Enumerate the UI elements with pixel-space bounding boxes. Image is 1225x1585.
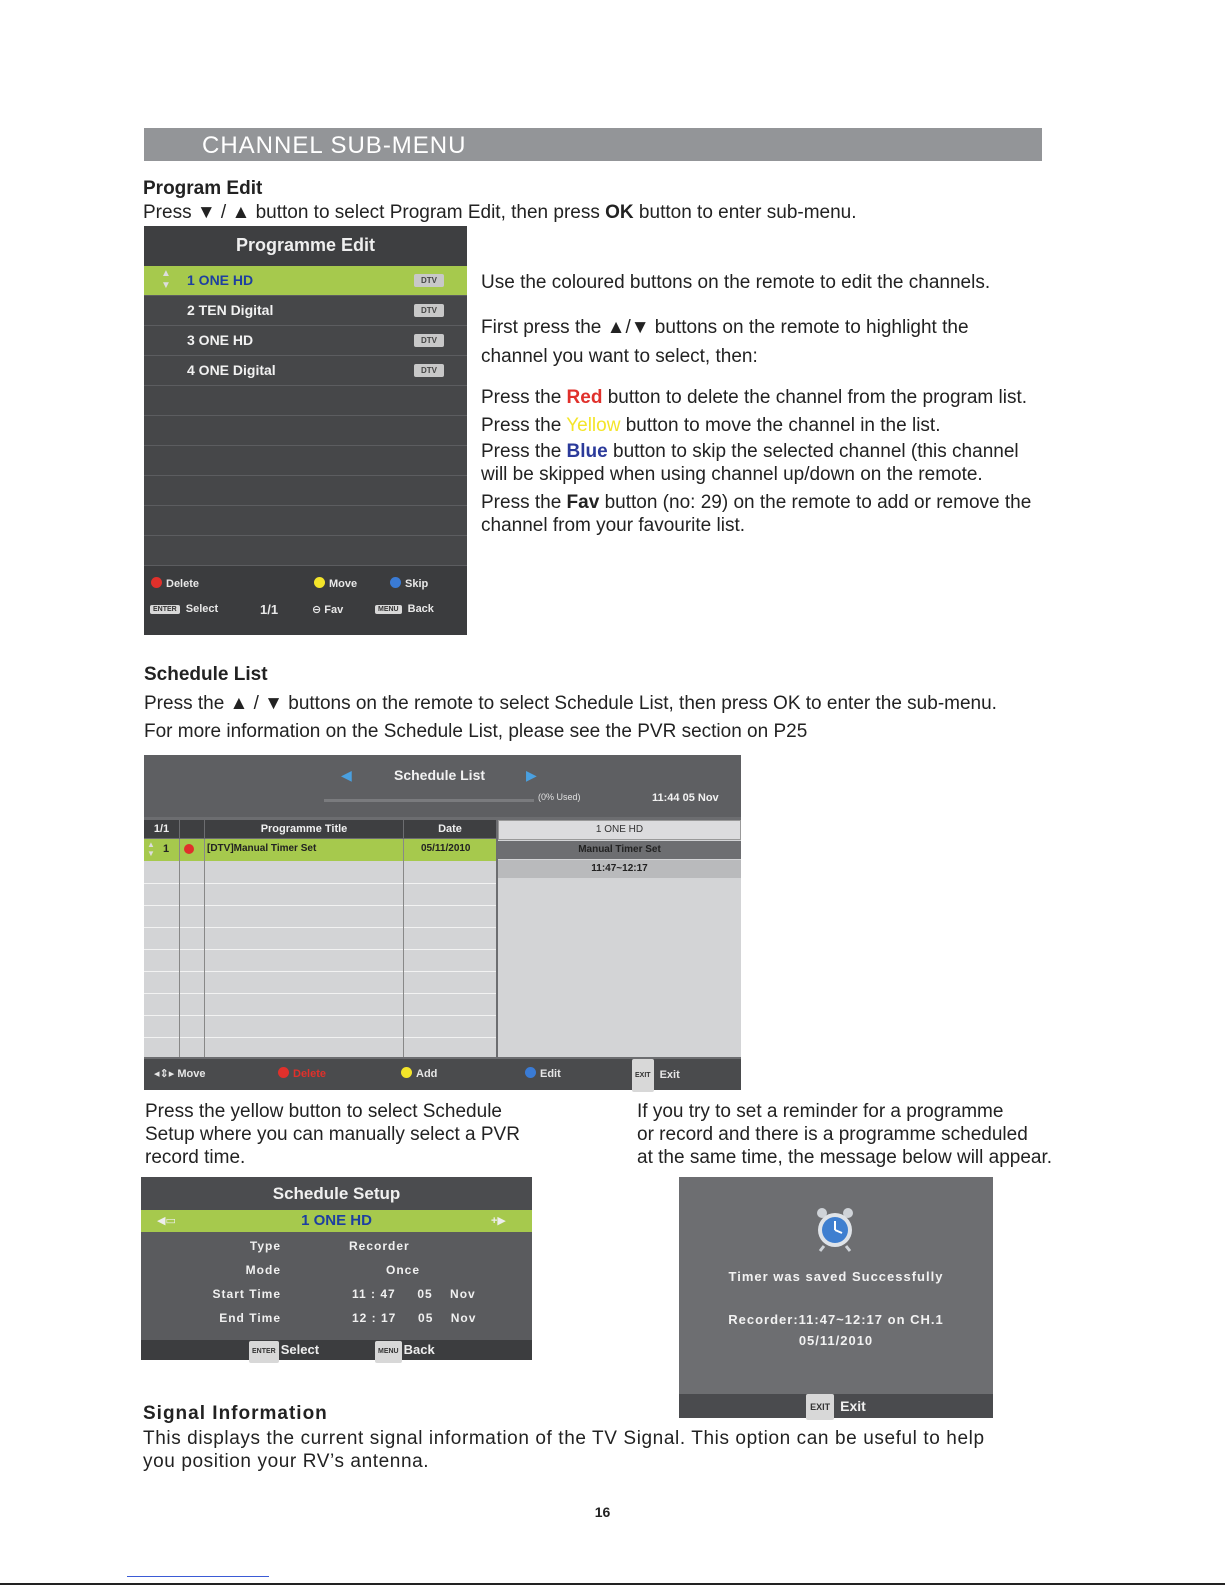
- timer-message-caption: If you try to set a reminder for a programme or record and there is a programme scheduled at the same time, the message below will appear.: [637, 1101, 1053, 1168]
- programme-edit-screen: [144, 226, 467, 635]
- channel-label: 1 ONE HD: [187, 272, 254, 288]
- setup-row-mode[interactable]: Mode Once: [245, 1263, 421, 1277]
- col-title: Programme Title: [205, 820, 403, 838]
- red-dot-icon: [151, 577, 162, 588]
- exit-key-icon: EXIT: [632, 1059, 654, 1092]
- dtv-tag: DTV: [414, 274, 444, 287]
- programme-edit-footer: [144, 566, 467, 635]
- dtv-tag: DTV: [414, 334, 444, 347]
- dtv-tag: DTV: [414, 304, 444, 317]
- empty-row: [144, 536, 467, 566]
- menu-key-icon: MENU: [375, 1341, 402, 1363]
- usage-bar: [324, 799, 534, 802]
- empty-row: [144, 386, 467, 416]
- empty-row: [144, 506, 467, 536]
- move-hint: ◂⇕▸ Move: [154, 1068, 206, 1080]
- schedule-setup-screen: [141, 1177, 532, 1360]
- schedule-setup-footer: [141, 1340, 532, 1360]
- exit-hint: EXIT Exit: [632, 1059, 680, 1092]
- schedule-detail-panel: [498, 820, 741, 1057]
- intro-part-b: button to enter sub-menu.: [633, 202, 857, 223]
- edit-hint: Edit: [525, 1059, 561, 1090]
- timer-saved-message: Timer was saved Successfully: [728, 1269, 944, 1284]
- timer-date-line: 05/11/2010: [798, 1333, 874, 1348]
- footer-link-line: [127, 1576, 269, 1577]
- move-hint: Move: [314, 577, 357, 590]
- timer-saved-screen: [679, 1177, 993, 1418]
- page-indicator: 1/1: [260, 602, 279, 617]
- intro-part-a: Press ▼ / ▲ button to select Program Edit, then press: [143, 202, 606, 223]
- schedule-list-title: Schedule List: [394, 767, 486, 783]
- exit-label: Exit: [840, 1398, 866, 1414]
- left-arrow-icon[interactable]: ◀: [341, 767, 352, 783]
- signal-info-text: This displays the current signal information of the TV Signal. This option can be useful to help you position your RV’s antenna.: [143, 1428, 985, 1472]
- channel-row[interactable]: [144, 326, 467, 356]
- detail-channel: 1 ONE HD: [498, 820, 741, 840]
- back-hint: MENU Back: [375, 603, 434, 615]
- channel-selector[interactable]: [141, 1210, 532, 1232]
- channel-label: 2 TEN Digital: [187, 302, 274, 318]
- instr-p1: Use the coloured buttons on the remote to edit the channels.: [481, 272, 991, 293]
- blue-dot-icon: [390, 577, 401, 588]
- page-number: 16: [594, 1504, 611, 1520]
- empty-row: [144, 446, 467, 476]
- schedule-list-screen: [144, 755, 741, 1090]
- channel-label: 3 ONE HD: [187, 332, 254, 348]
- timer-saved-footer: [679, 1394, 993, 1418]
- add-hint: Add: [401, 1059, 437, 1090]
- alarm-clock-icon: [814, 1205, 856, 1253]
- setup-row-start[interactable]: Start Time 11 : 47 05 Nov: [212, 1287, 476, 1301]
- skip-hint: Skip: [390, 577, 428, 590]
- setup-row-type[interactable]: Type Recorder: [249, 1239, 410, 1253]
- signal-info-heading: Signal Information: [143, 1403, 328, 1424]
- record-icon: [184, 844, 194, 854]
- usage-text: (0% Used): [538, 792, 581, 802]
- schedule-list-titlebar: [144, 755, 741, 817]
- enter-key-icon: ENTER: [249, 1341, 279, 1363]
- instr-red: Press the Red button to delete the channel from the program list.: [481, 387, 1028, 408]
- row-number: 1: [163, 843, 170, 855]
- channel-row[interactable]: [144, 266, 467, 296]
- delete-hint: Delete: [278, 1059, 326, 1090]
- instr-p2: First press the ▲/▼ buttons on the remote to highlight the channel you want to select, then:: [481, 317, 969, 367]
- col-icon: [180, 820, 204, 838]
- yellow-dot-icon: [401, 1067, 412, 1078]
- nav-arrows-icon: ◂⇕▸: [154, 1068, 178, 1080]
- yellow-dot-icon: [314, 577, 325, 588]
- schedule-setup-caption: Press the yellow button to select Schedule Setup where you can manually select a PVR record time.: [145, 1101, 520, 1168]
- schedule-list-p2: For more information on the Schedule List, please see the PVR section on P25: [144, 721, 808, 742]
- chevron-right-icon[interactable]: +▶: [491, 1215, 506, 1227]
- clock: 11:44 05 Nov: [652, 792, 719, 804]
- right-arrow-icon[interactable]: ▶: [526, 767, 537, 783]
- detail-time: 11:47~12:17: [498, 860, 741, 878]
- select-hint: ENTER Select: [249, 1340, 319, 1363]
- back-hint: MENU Back: [375, 1340, 435, 1363]
- col-page: 1/1: [144, 820, 179, 838]
- chevron-left-icon[interactable]: ◀▭: [157, 1215, 176, 1227]
- programme-edit-title: Programme Edit: [144, 226, 467, 266]
- schedule-list-heading: Schedule List: [144, 664, 268, 685]
- program-edit-heading: Program Edit: [143, 178, 263, 199]
- select-hint: ENTER Select: [150, 603, 218, 615]
- detail-name: Manual Timer Set: [498, 841, 741, 859]
- instr-blue: Press the Blue button to skip the selected channel (this channel will be skipped when using channel up/down on the remote.: [481, 441, 1019, 485]
- fav-icon: ⊖: [312, 604, 325, 616]
- empty-row: [144, 476, 467, 506]
- row-date: 05/11/2010: [421, 843, 471, 854]
- updown-arrows-icon: ▲ ▼: [147, 840, 155, 858]
- schedule-list-footer: [144, 1059, 741, 1090]
- instr-yellow: Press the Yellow button to move the channel in the list.: [481, 415, 941, 436]
- channel-name: 1 ONE HD: [301, 1212, 372, 1229]
- col-date: Date: [404, 820, 496, 838]
- dtv-tag: DTV: [414, 364, 444, 377]
- schedule-list-p1: Press the ▲ / ▼ buttons on the remote to select Schedule List, then press OK to enter the sub-menu.: [144, 693, 997, 714]
- schedule-setup-title: Schedule Setup: [141, 1177, 532, 1210]
- timer-recorder-line: Recorder:11:47~12:17 on CH.1: [728, 1312, 944, 1327]
- program-edit-instructions: [481, 271, 1081, 537]
- empty-row: [144, 416, 467, 446]
- fav-hint: ⊖ Fav: [312, 604, 344, 616]
- setup-row-end[interactable]: End Time 12 : 17 05 Nov: [219, 1311, 477, 1325]
- delete-hint: Delete: [151, 577, 199, 590]
- channel-row[interactable]: [144, 296, 467, 326]
- red-dot-icon: [278, 1067, 289, 1078]
- section-banner: CHANNEL SUB-MENU: [144, 128, 1042, 161]
- channel-label: 4 ONE Digital: [187, 362, 276, 378]
- schedule-table: [144, 839, 496, 1057]
- program-edit-intro: [143, 201, 857, 224]
- blue-dot-icon: [525, 1067, 536, 1078]
- menu-key-icon: MENU: [375, 605, 402, 614]
- exit-key-icon: EXIT: [806, 1394, 834, 1420]
- enter-key-icon: ENTER: [150, 605, 180, 614]
- table-row[interactable]: [144, 839, 496, 861]
- channel-row[interactable]: [144, 356, 467, 386]
- updown-arrows-icon: ▲ ▼: [161, 268, 171, 291]
- row-title: [DTV]Manual Timer Set: [207, 843, 317, 854]
- intro-ok: OK: [605, 202, 634, 223]
- instr-fav: Press the Fav button (no: 29) on the remote to add or remove the channel from your favourite list.: [481, 492, 1032, 536]
